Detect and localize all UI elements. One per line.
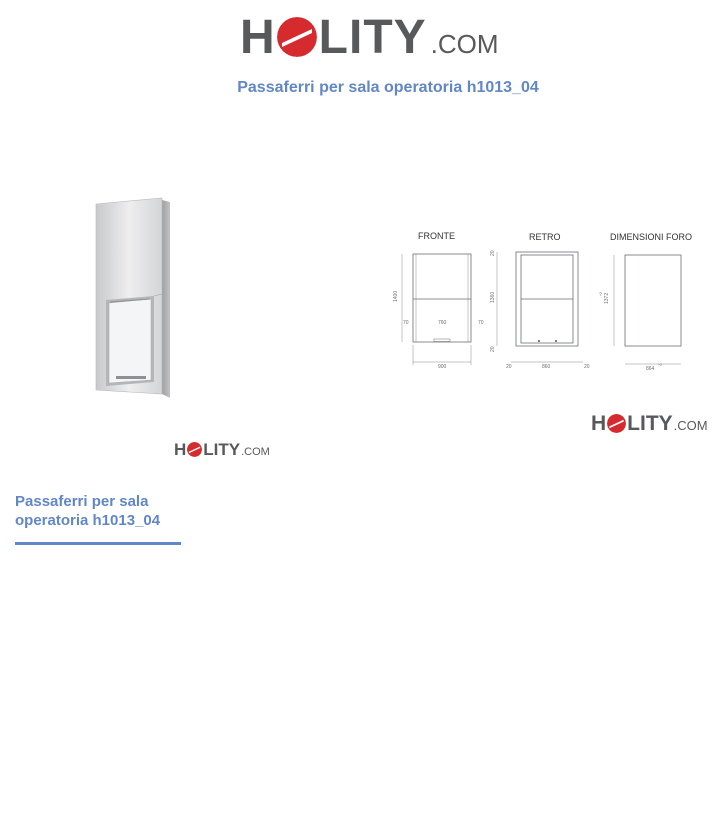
caption-underline	[15, 542, 181, 545]
logo-domain: .COM	[430, 29, 499, 59]
product-image	[92, 196, 178, 398]
technical-drawing	[388, 224, 708, 374]
dim-fronte-height: 1400	[393, 290, 399, 302]
holity-logo-small	[174, 440, 270, 460]
logo-letter-h: H	[591, 412, 607, 435]
dim-retro-side-left: 20	[506, 364, 512, 370]
logo-domain: .COM	[241, 446, 270, 458]
dim-retro-side-right: 20	[584, 364, 590, 370]
dim-fronte-total-width: 900	[438, 364, 447, 370]
page-title: Passaferri per sala operatoria h1013_04	[237, 79, 539, 96]
dim-retro-top: 20	[490, 250, 496, 256]
holity-logo[interactable]	[240, 10, 499, 65]
dim-fronte-inner-width: 760	[438, 320, 447, 326]
dim-retro-bottom: 20	[490, 346, 496, 352]
logo-letters-lity: LITY	[627, 412, 673, 435]
view-label-foro: DIMENSIONI FORO	[610, 232, 693, 242]
logo-o-icon	[607, 414, 626, 433]
holity-logo-small	[591, 411, 708, 436]
dim-foro-height-tol: +2	[599, 292, 603, 296]
logo-letters-lity: LITY	[318, 11, 427, 64]
dim-fronte-side-left: 70	[403, 320, 409, 326]
dim-retro-height: 1360	[490, 291, 496, 303]
dim-foro-width: 864	[646, 366, 655, 372]
logo-domain: .COM	[673, 418, 708, 433]
logo-letter-h: H	[240, 11, 276, 64]
dim-fronte-side-right: 70	[478, 320, 484, 326]
view-label-fronte: FRONTE	[418, 231, 455, 241]
dim-retro-inner-width: 860	[542, 364, 551, 370]
logo-o-icon	[187, 442, 202, 457]
product-caption: Passaferri per sala operatoria h1013_04	[15, 493, 161, 529]
logo-letter-h: H	[174, 440, 187, 459]
logo-letters-lity: LITY	[203, 440, 241, 459]
dim-foro-height: 1372	[604, 292, 610, 304]
view-label-retro: RETRO	[529, 232, 561, 242]
dim-foro-width-tol: +2	[658, 363, 662, 367]
logo-o-icon	[277, 17, 317, 57]
